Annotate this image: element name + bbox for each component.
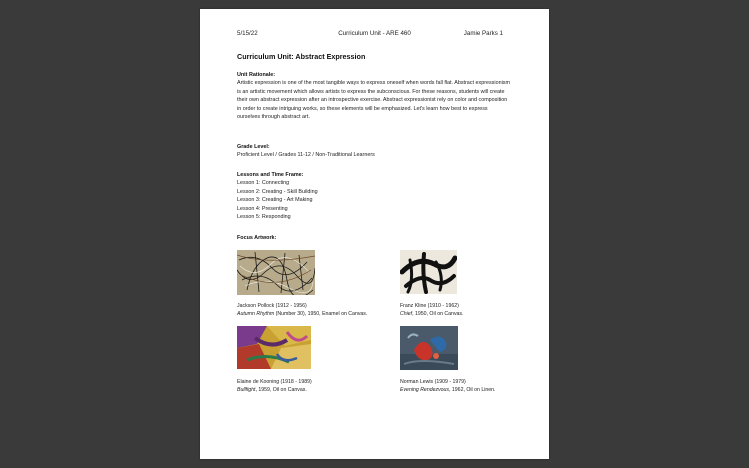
rationale-text: Artistic expression is one of the most tangible ways to express oneself when words fall flat. Abstract expressionism is an artistic movement which allows artists to express the subconscious. For these reasons, students will create their own abstract expression after an introspective exercise. Abstract expressionist rely on color and composition in order to create intriguing works, so these elements will be emphasized. Let's learn how best to express ourselves through abstract art. xyxy=(237,80,510,121)
artwork-artist: Jackson Pollock (1912 - 1956) xyxy=(237,303,307,309)
rationale-section xyxy=(237,71,512,121)
artwork-title: Bullfight xyxy=(237,387,256,394)
focus-section xyxy=(237,234,512,242)
artwork-caption-kline xyxy=(400,302,463,318)
grade-section xyxy=(237,143,512,160)
lesson-item: Lesson 2: Creating - Skill Building xyxy=(237,188,318,195)
artwork-caption-pollock xyxy=(237,302,367,318)
artwork-details: (Number 30), 1950, Enamel on Canvas. xyxy=(274,311,368,318)
artwork-image-dekooning xyxy=(237,326,311,369)
artwork-details: , 1962, Oil on Linen. xyxy=(449,387,496,394)
lessons-section xyxy=(237,171,512,221)
lessons-heading: Lessons and Time Frame: xyxy=(237,172,304,178)
artwork-artist: Franz Kline (1910 - 1962) xyxy=(400,303,459,309)
artwork-artist: Norman Lewis (1909 - 1979) xyxy=(400,379,466,385)
artwork-title: Autumn Rhythm xyxy=(237,311,275,318)
artwork-details: , 1950, Oil on Canvas. xyxy=(412,311,464,318)
grade-heading: Grade Level: xyxy=(237,144,270,150)
artwork-artist: Elaine de Kooning (1918 - 1989) xyxy=(237,379,312,385)
artwork-caption-lewis xyxy=(400,378,495,394)
grade-text: Proficient Level / Grades 11-12 / Non-Traditional Learners xyxy=(237,152,375,159)
artwork-details: , 1959, Oil on Canvas. xyxy=(255,387,307,394)
artwork-title: Chief xyxy=(400,311,413,318)
lesson-item: Lesson 4: Presenting xyxy=(237,205,288,212)
artwork-caption-dekooning xyxy=(237,378,312,394)
artwork-image-lewis xyxy=(400,326,458,370)
header-date: 5/15/22 xyxy=(237,30,258,37)
lesson-item: Lesson 1: Connecting xyxy=(237,180,290,187)
rationale-heading: Unit Rationale: xyxy=(237,72,276,78)
document-page xyxy=(200,9,549,459)
header-author-page: Jamie Parks 1 xyxy=(463,30,503,37)
lesson-item: Lesson 3: Creating - Art Making xyxy=(237,197,313,204)
header-course: Curriculum Unit - ARE 460 xyxy=(338,30,411,37)
artwork-image-kline xyxy=(400,250,457,294)
document-title: Curriculum Unit: Abstract Expression xyxy=(237,52,366,61)
focus-heading: Focus Artwork: xyxy=(237,235,277,241)
artwork-image-pollock xyxy=(237,250,315,295)
lesson-item: Lesson 5: Responding xyxy=(237,214,291,221)
artwork-title: Evening Rendezvous xyxy=(400,387,450,394)
